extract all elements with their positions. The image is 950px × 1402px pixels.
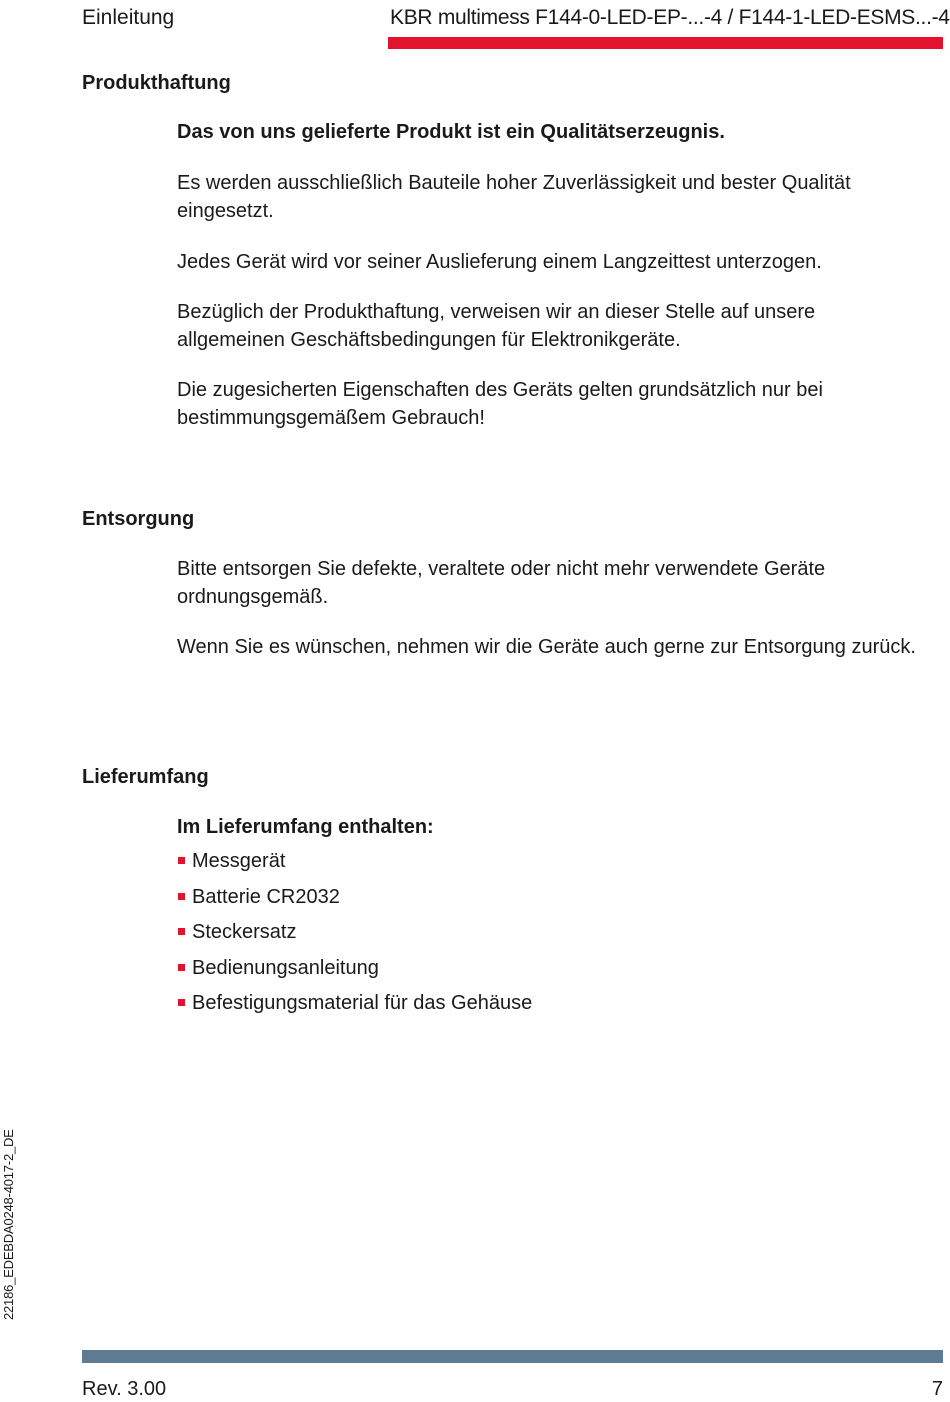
list-item-label: Bedienungsanleitung — [192, 956, 379, 979]
bullet-square-icon — [178, 857, 185, 864]
document-code-vertical: 22186_EDEBDA0248-4017-2_DE — [1, 1129, 16, 1320]
produkthaftung-lead: Das von uns gelieferte Produkt ist ein Qualitätserzeugnis. — [177, 121, 725, 143]
list-item — [177, 883, 532, 919]
section-title-produkthaftung: Produkthaftung — [82, 72, 231, 94]
list-item — [177, 989, 532, 1025]
section-title-entsorgung: Entsorgung — [82, 508, 195, 530]
section-title-lieferumfang: Lieferumfang — [82, 766, 209, 788]
entsorgung-paragraph-2: Wenn Sie es wünschen, nehmen wir die Geräte auch gerne zur Entsorgung zurück. — [177, 636, 916, 658]
produkthaftung-paragraph-4: Die zugesicherten Eigenschaften des Geräts gelten grundsätzlich nur bei bestimmungsgemäßem Gebrauch! — [177, 379, 823, 429]
produkthaftung-paragraph-1: Es werden ausschließlich Bauteile hoher Zuverlässigkeit und bester Qualität eingesetzt. — [177, 172, 851, 222]
bullet-square-icon — [178, 964, 185, 971]
footer-revision: Rev. 3.00 — [82, 1378, 167, 1400]
footer-page-number: 7 — [931, 1378, 943, 1400]
header-product-title: KBR multimess F144-0-LED-EP-...-4 / F144-1-LED-ESMS...-4 — [390, 6, 950, 29]
list-item — [177, 918, 532, 954]
bullet-square-icon — [178, 893, 185, 900]
footer-bar — [82, 1350, 943, 1363]
list-item — [177, 847, 532, 883]
list-item-label: Steckersatz — [192, 921, 297, 944]
list-item-label: Messgerät — [192, 850, 286, 872]
produkthaftung-paragraph-2: Jedes Gerät wird vor seiner Auslieferung einem Langzeittest unterzogen. — [177, 251, 822, 273]
list-item — [177, 954, 532, 990]
list-item-label: Batterie CR2032 — [192, 885, 340, 908]
bullet-square-icon — [178, 999, 185, 1006]
lieferumfang-intro: Im Lieferumfang enthalten: — [177, 816, 434, 838]
produkthaftung-paragraph-3: Bezüglich der Produkthaftung, verweisen wir an dieser Stelle auf unsere allgemeinen Geschäftsbedingungen für Elektronikgeräte. — [177, 301, 816, 351]
lieferumfang-list — [177, 847, 532, 1025]
bullet-square-icon — [178, 928, 185, 935]
list-item-label: Befestigungsmaterial für das Gehäuse — [192, 992, 533, 1015]
header-accent-bar — [388, 37, 943, 49]
header-section-label: Einleitung — [82, 6, 175, 29]
entsorgung-paragraph-1: Bitte entsorgen Sie defekte, veraltete oder nicht mehr verwendete Geräte ordnungsgemäß. — [177, 558, 826, 608]
